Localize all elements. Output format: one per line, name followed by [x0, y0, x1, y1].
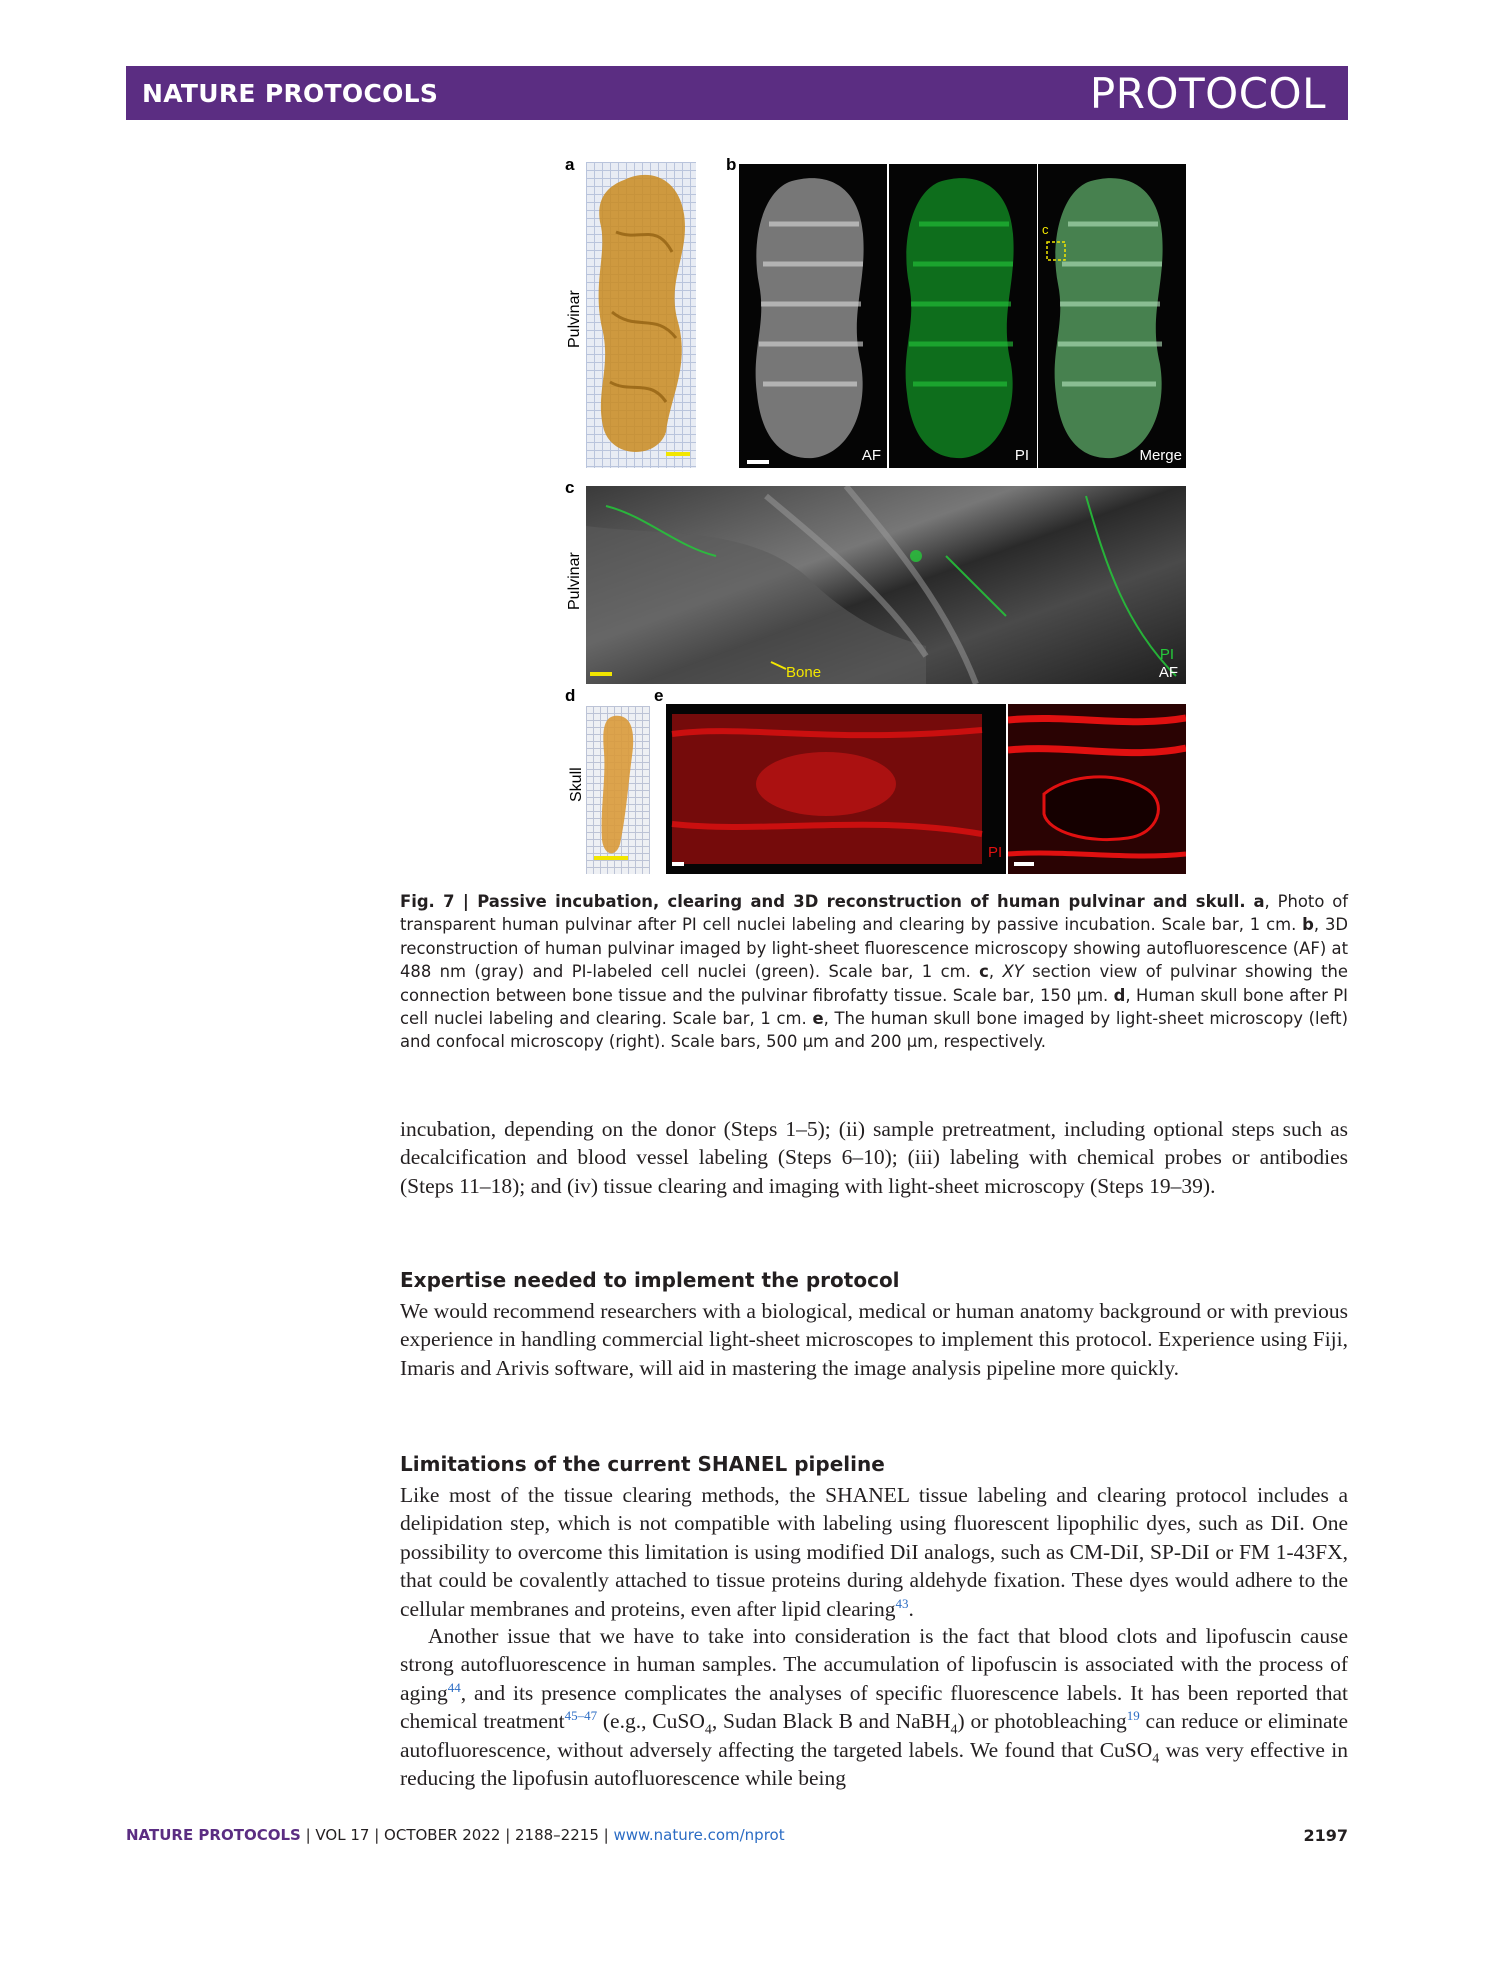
- panel-e-right-scale-bar: [1014, 862, 1034, 866]
- panel-c-af-label: AF: [1158, 664, 1178, 681]
- merge-tissue-render: [1038, 164, 1186, 468]
- caption-text-a: , Photo of transparent human pulvinar after PI cell nuclei labeling and clearing by passive incubation. Scale bar, 1 cm.: [400, 892, 1348, 935]
- panel-b-scale-bar: [747, 460, 769, 464]
- caption-text-b: , 3D reconstruction of human pulvinar imaged by light-sheet fluorescence microscopy showing autofluorescence (AF) at 488 nm (gray) and PI-labeled cell nuclei (green). Scale bar, 1 cm.: [400, 915, 1348, 982]
- panel-c-letter: c: [565, 478, 575, 497]
- autofluorescence-text-3: (e.g., CuSO: [597, 1709, 705, 1734]
- pulvinar-tissue-shape: [586, 162, 696, 468]
- caption-title: Passive incubation, clearing and 3D reconstruction of human pulvinar and skull.: [477, 892, 1246, 911]
- paragraph-limitations-dii: [400, 1481, 1348, 1623]
- autofluorescence-text-4: , Sudan Black B and NaBH: [711, 1709, 951, 1734]
- caption-text-d: , Human skull bone after PI cell nuclei labeling and clearing. Scale bar, 1 cm.: [400, 985, 1348, 1029]
- journal-header-bar: [126, 66, 1348, 120]
- reference-43[interactable]: 43: [895, 1595, 909, 1611]
- journal-name: NATURE PROTOCOLS: [142, 79, 439, 108]
- caption-key-d: d: [1113, 985, 1126, 1005]
- footer-url-link[interactable]: www.nature.com/nprot: [613, 1826, 785, 1844]
- heading-limitations: Limitations of the current SHANEL pipeline: [400, 1452, 885, 1476]
- page-footer: [126, 1826, 1348, 1844]
- footer-volume-info: | VOL 17 | OCTOBER 2022 | 2188–2215 |: [300, 1826, 614, 1844]
- panel-c-side-label: Pulvinar: [566, 552, 583, 610]
- article-type: PROTOCOL: [1089, 69, 1326, 118]
- caption-key-b: b: [1302, 915, 1314, 935]
- autofluorescence-text-5: ) or photobleaching: [957, 1709, 1127, 1734]
- panel-b-letter: b: [726, 155, 737, 174]
- footer-journal: NATURE PROTOCOLS: [126, 1826, 301, 1844]
- subscript-4a: 4: [704, 1722, 712, 1738]
- caption-sep-c: ,: [988, 962, 1003, 982]
- confocal-skull-render: [1008, 704, 1186, 874]
- panel-a-pulvinar-photo: [586, 162, 696, 468]
- caption-key-e: e: [812, 1009, 824, 1029]
- panel-c-xy-section: [586, 486, 1186, 684]
- panel-b-pi-view: [889, 164, 1037, 468]
- figure-7: [556, 150, 1186, 880]
- panel-c-scale-bar: [590, 672, 612, 676]
- panel-a-scale-bar: [666, 452, 690, 456]
- reference-19[interactable]: 19: [1126, 1708, 1140, 1724]
- limitations-end: .: [908, 1596, 914, 1621]
- inset-region-label: c: [1042, 222, 1049, 237]
- caption-key-c: c: [979, 962, 989, 982]
- panel-a-side-label: Pulvinar: [566, 290, 583, 348]
- reference-45-47[interactable]: 45–47: [564, 1708, 598, 1724]
- panel-b-af-view: [739, 164, 887, 468]
- skull-bone-shape: [586, 706, 650, 874]
- panel-d-scale-bar: [594, 856, 628, 860]
- figure-caption: [400, 890, 1348, 1054]
- panel-e-confocal-view: [1008, 704, 1186, 874]
- paragraph-expertise: We would recommend researchers with a biological, medical or human anatomy background or with previous experience in handling commercial light-sheet microscopes to implement this protocol. Experience using Fiji, Imaris and Arivis software, will aid in mastering the image analysis pipeline more quickly.: [400, 1299, 1348, 1380]
- panel-d-skull-photo: [586, 706, 650, 874]
- paragraph-steps-overview: incubation, depending on the donor (Steps 1–5); (ii) sample pretreatment, including optional steps such as decalcification and blood vessel labeling (Steps 6–10); (iii) labeling with chemical probes or antibodies (Steps 11–18); and (iv) tissue clearing and imaging with light-sheet microscopy (Steps 19–39).: [400, 1117, 1348, 1198]
- page-number: 2197: [1303, 1826, 1348, 1845]
- caption-label: Fig. 7 |: [400, 892, 478, 911]
- subscript-4b: 4: [950, 1722, 958, 1738]
- limitations-text: Like most of the tissue clearing methods, the SHANEL tissue labeling and clearing protocol includes a delipidation step, which is not compatible with labeling using fluorescent lipophilic dyes, such as DiI. One possibility to overcome this limitation is using modified DiI analogs, such as CM-DiI, SP-DiI or FM 1-43FX, that could be covalently attached to tissue proteins during aldehyde fixation. These dyes would adhere to the cellular membranes and proteins, even after lipid clearing: [400, 1483, 1348, 1621]
- panel-e-pi-label: PI: [988, 844, 1003, 861]
- paragraph-autofluorescence: [400, 1622, 1348, 1792]
- panel-a-letter: a: [565, 155, 575, 174]
- subscript-4c: 4: [1152, 1750, 1160, 1766]
- panel-d-letter: d: [565, 686, 576, 705]
- autofluorescence-text-6: can reduce or eliminate autofluorescence, without adversely affecting the targeted labels. We found that CuSO: [400, 1709, 1349, 1762]
- panel-e-letter: e: [654, 686, 664, 705]
- panel-e-left-scale-bar: [672, 862, 684, 866]
- af-tissue-render: [739, 164, 887, 468]
- section-structures: [586, 486, 1186, 684]
- lightsheet-skull-render: [666, 704, 1006, 874]
- reference-44[interactable]: 44: [447, 1679, 461, 1695]
- panel-d-side-label: Skull: [568, 767, 585, 802]
- channel-pi-label: PI: [1014, 447, 1029, 464]
- channel-merge-label: Merge: [1139, 447, 1182, 464]
- caption-text-e: , The human skull bone imaged by light-sheet microscopy (left) and confocal microscopy (right). Scale bars, 500 μm and 200 μm, respectively.: [400, 1009, 1348, 1052]
- bone-annotation: Bone: [786, 664, 822, 681]
- caption-xy: XY: [1002, 962, 1024, 982]
- autofluorescence-text-7: was very effective in reducing the lipofusin autofluorescence while being: [400, 1737, 1348, 1791]
- caption-text-c: section view of pulvinar showing the connection between bone tissue and the pulvinar fibrofatty tissue. Scale bar, 150 μm.: [400, 962, 1349, 1005]
- panel-e-lightsheet-view: [666, 704, 1006, 874]
- panel-b-merge-view: [1038, 164, 1186, 468]
- autofluorescence-text-1: Another issue that we have to take into consideration is the fact that blood clots and lipofuscin cause strong autofluorescence in human samples. The accumulation of lipofuscin is associated with the process of aging: [400, 1624, 1348, 1705]
- pi-tissue-render: [889, 164, 1037, 468]
- channel-af-label: AF: [861, 447, 881, 464]
- autofluorescence-text-2: , and its presence complicates the analyses of specific fluorescence labels. It has been reported that chemical treatment: [400, 1680, 1348, 1734]
- heading-expertise: Expertise needed to implement the protocol: [400, 1268, 900, 1292]
- panel-c-pi-label: PI: [1159, 646, 1174, 663]
- caption-key-a: a: [1253, 892, 1265, 911]
